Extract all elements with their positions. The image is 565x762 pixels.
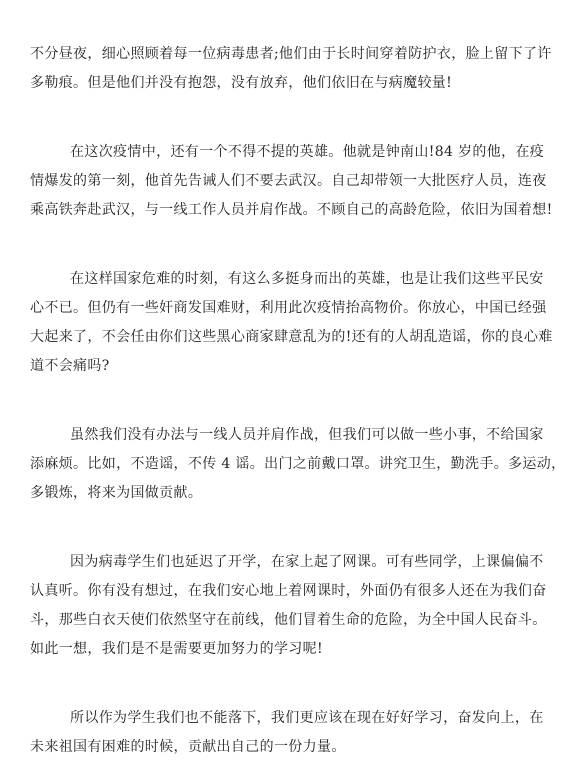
paragraph-1 (30, 40, 552, 98)
text-line: 情爆发的第一刻，他首先告诫人们不要去武汉。自己却带领一大批医疗人员，连夜 (30, 173, 547, 189)
text-line: 虽然我们没有办法与一线人员并肩作战，但我们可以做一些小事，不给国家 (70, 427, 544, 443)
text-line: 不分昼夜，细心照顾着每一位病毒患者;他们由于长时间穿着防护衣，脸上留下了许 (30, 46, 552, 62)
text-line: 大起来了，不会任由你们这些黑心商家肆意乱为的!还有的人胡乱造谣，你的良心难 (30, 329, 553, 345)
text-line: 添麻烦。比如，不造谣，不传 4 谣。出门之前戴口罩。讲究卫生，勤洗手。多运动， (30, 456, 565, 472)
text-line: 因为病毒学生们也延迟了开学，在家上起了网课。可有些同学，上课偏偏不 (70, 554, 544, 570)
text-line: 乘高铁奔赴武汉，与一线工作人员并肩作战。不顾自己的高龄危险，依旧为国着想! (30, 202, 553, 218)
text-line: 在这次疫情中，还有一个不得不提的英雄。他就是钟南山!84 岁的他，在疫 (70, 144, 545, 160)
text-line: 道不会痛吗? (30, 358, 110, 374)
text-line: 多锻炼，将来为国做贡献。 (30, 485, 203, 501)
text-line: 在这样国家危难的时刻，有这么多挺身而出的英雄，也是让我们这些平民安 (70, 271, 544, 287)
text-line: 斗，那些白衣天使们依然坚守在前线，他们冒着生命的危险，为全中国人民奋斗。 (30, 612, 547, 628)
text-line: 如此一想，我们是不是需要更加努力的学习呢! (30, 641, 323, 657)
paragraph-3 (30, 265, 553, 381)
text-line: 心不已。但仍有一些奸商发国难财，利用此次疫情抬高物价。你放心，中国已经强 (30, 300, 547, 316)
text-line: 多勒痕。但是他们并没有抱怨，没有放弃，他们依旧在与病魔较量! (30, 75, 453, 91)
text-line: 所以作为学生我们也不能落下，我们更应该在现在好好学习，奋发向上，在 (70, 710, 544, 726)
paragraph-4 (30, 421, 565, 508)
paragraph-6 (30, 704, 544, 762)
paragraph-5 (30, 548, 547, 664)
text-line: 认真听。你有没有想过，在我们安心地上着网课时，外面仍有很多人还在为我们奋 (30, 583, 547, 599)
paragraph-2 (30, 138, 553, 225)
text-line: 未来祖国有困难的时候，贡献出自己的一份力量。 (30, 739, 346, 755)
